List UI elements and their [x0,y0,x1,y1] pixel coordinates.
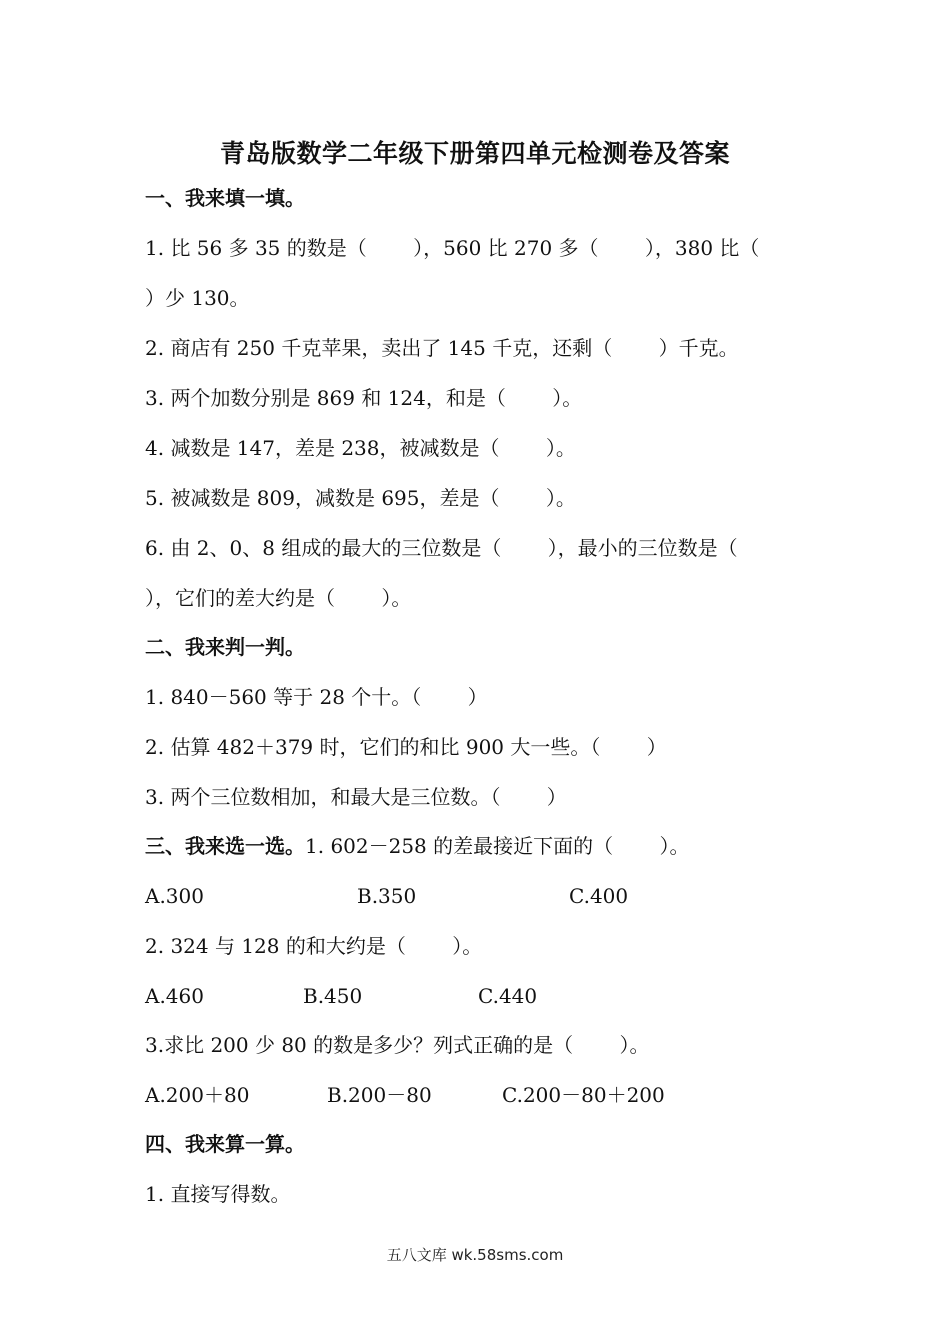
page-title: 青岛版数学二年级下册第四单元检测卷及答案 [219,139,730,168]
fill-question-6-line-1: 6. 由 2、0、8 组成的最大的三位数是（ ），最小的三位数是（ [145,536,738,560]
fill-question-4: 4. 减数是 147，差是 238，被减数是（ ）。 [145,436,576,460]
section-heading-calc: 四、我来算一算。 [145,1132,305,1156]
choose-q1-option-b: B.350 [357,884,417,908]
fill-question-2: 2. 商店有 250 千克苹果，卖出了 145 千克，还剩（ ）千克。 [145,336,739,360]
choose-q2-option-b: B.450 [303,984,363,1008]
footer-watermark-text: 五八文库 wk.58sms.com [386,1246,564,1264]
judge-question-3: 3. 两个三位数相加，和最大是三位数。（ ） [145,785,567,809]
fill-question-1-line-2: ）少 130。 [145,286,250,310]
choose-question-1: 1. 602－258 的差最接近下面的（ ）。 [305,834,690,858]
fill-question-3: 3. 两个加数分别是 869 和 124，和是（ ）。 [145,386,583,410]
choose-question-3: 3.求比 200 少 80 的数是多少？列式正确的是（ ）。 [145,1033,650,1057]
section-heading-fill: 一、我来填一填。 [145,186,305,210]
choose-q2-option-a: A.460 [145,984,204,1008]
fill-question-5: 5. 被减数是 809，减数是 695，差是（ ）。 [145,486,576,510]
choose-q3-option-c: C.200－80＋200 [502,1083,665,1107]
judge-question-1: 1. 840－560 等于 28 个十。（ ） [145,685,488,709]
choose-q1-option-c: C.400 [569,884,629,908]
choose-q1-option-a: A.300 [145,884,204,908]
fill-question-6-line-2: ），它们的差大约是（ ）。 [145,586,412,610]
choose-question-2: 2. 324 与 128 的和大约是（ ）。 [145,934,483,958]
calc-question-1: 1. 直接写得数。 [145,1182,291,1206]
choose-q3-option-b: B.200－80 [327,1083,432,1107]
choose-q2-option-c: C.440 [478,984,538,1008]
choose-question-1-line [145,832,690,860]
choose-q3-option-a: A.200＋80 [145,1083,250,1107]
section-heading-choose: 三、我来选一选。 [145,834,305,858]
section-heading-judge: 二、我来判一判。 [145,635,305,659]
fill-question-1-line-1: 1. 比 56 多 35 的数是（ ），560 比 270 多（ ），380 比（ [145,236,760,260]
judge-question-2: 2. 估算 482＋379 时，它们的和比 900 大一些。（ ） [145,735,667,759]
